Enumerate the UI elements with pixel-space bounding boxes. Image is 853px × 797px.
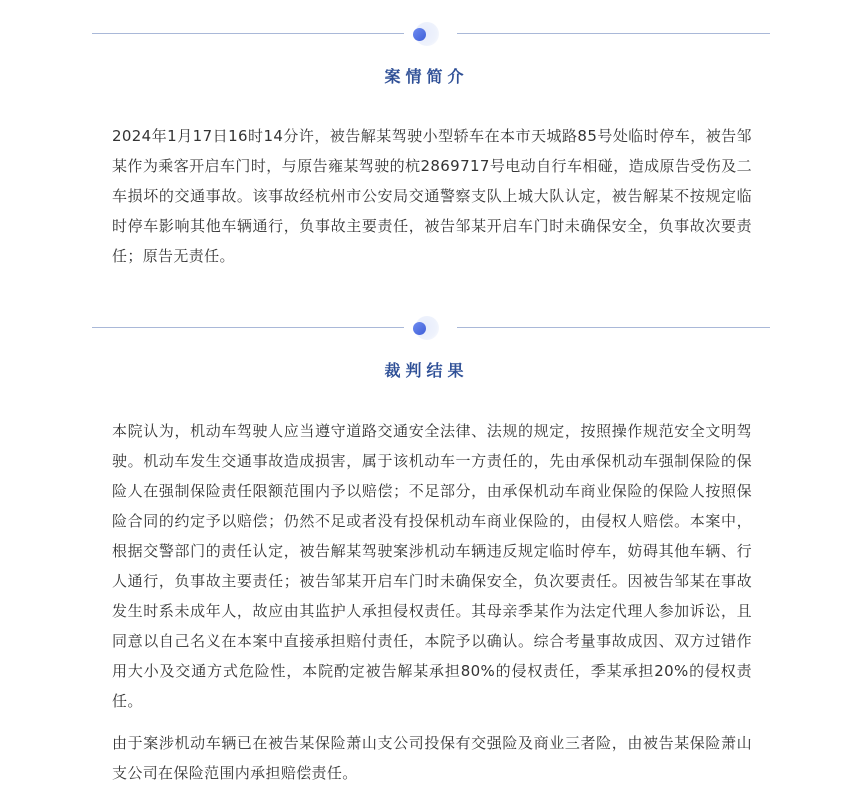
- divider-line-right: [457, 33, 770, 34]
- divider-orb-icon: [413, 22, 437, 46]
- divider-orb-icon: [413, 316, 437, 340]
- judgment-paragraph-1: 本院认为，机动车驾驶人应当遵守道路交通安全法律、法规的规定，按照操作规范安全文明驾驶。机动车发生交通事故造成损害，属于该机动车一方责任的，先由承保机动车强制保险的保险人在强制保险责任限额范围内予以赔偿；不足部分，由承保机动车商业保险的保险人按照保险合同的约定予以赔偿；仍然不足或者没有投保机动车商业保险的，由侵权人赔偿。本案中，根据交警部门的责任认定，被告解某驾驶案涉机动车辆违反规定临时停车，妨碍其他车辆、行人通行，负事故主要责任；被告邹某开启车门时未确保安全，负次要责任。因被告邹某在事故发生时系未成年人，故应由其监护人承担侵权责任。其母亲季某作为法定代理人参加诉讼，且同意以自己名义在本案中直接承担赔付责任，本院予以确认。综合考量事故成因、双方过错作用大小及交通方式危险性，本院酌定被告解某承担80%的侵权责任，季某承担20%的侵权责任。: [112, 422, 752, 710]
- divider-line-left: [92, 33, 404, 34]
- case-summary-paragraph: 2024年1月17日16时14分许，被告解某驾驶小型轿车在本市天城路85号处临时停车，被告邹某作为乘客开启车门时，与原告雍某驾驶的杭2869717号电动自行车相碰，造成原告受伤及二车损坏的交通事故。该事故经杭州市公安局交通警察支队上城大队认定，被告解某不按规定临时停车影响其他车辆通行，负事故主要责任，被告邹某开启车门时未确保安全，负事故次要责任；原告无责任。: [112, 127, 752, 265]
- section-title-judgment-result: 裁判结果: [384, 361, 469, 380]
- divider-line-left: [92, 327, 404, 328]
- section-divider: [92, 22, 770, 46]
- section-title-case-summary: 案情简介: [384, 67, 469, 86]
- judgment-paragraph-2: 由于案涉机动车辆已在被告某保险萧山支公司投保有交强险及商业三者险，由被告某保险萧山支公司在保险范围内承担赔偿责任。: [112, 734, 752, 782]
- divider-line-right: [457, 327, 770, 328]
- section-divider: [92, 316, 770, 340]
